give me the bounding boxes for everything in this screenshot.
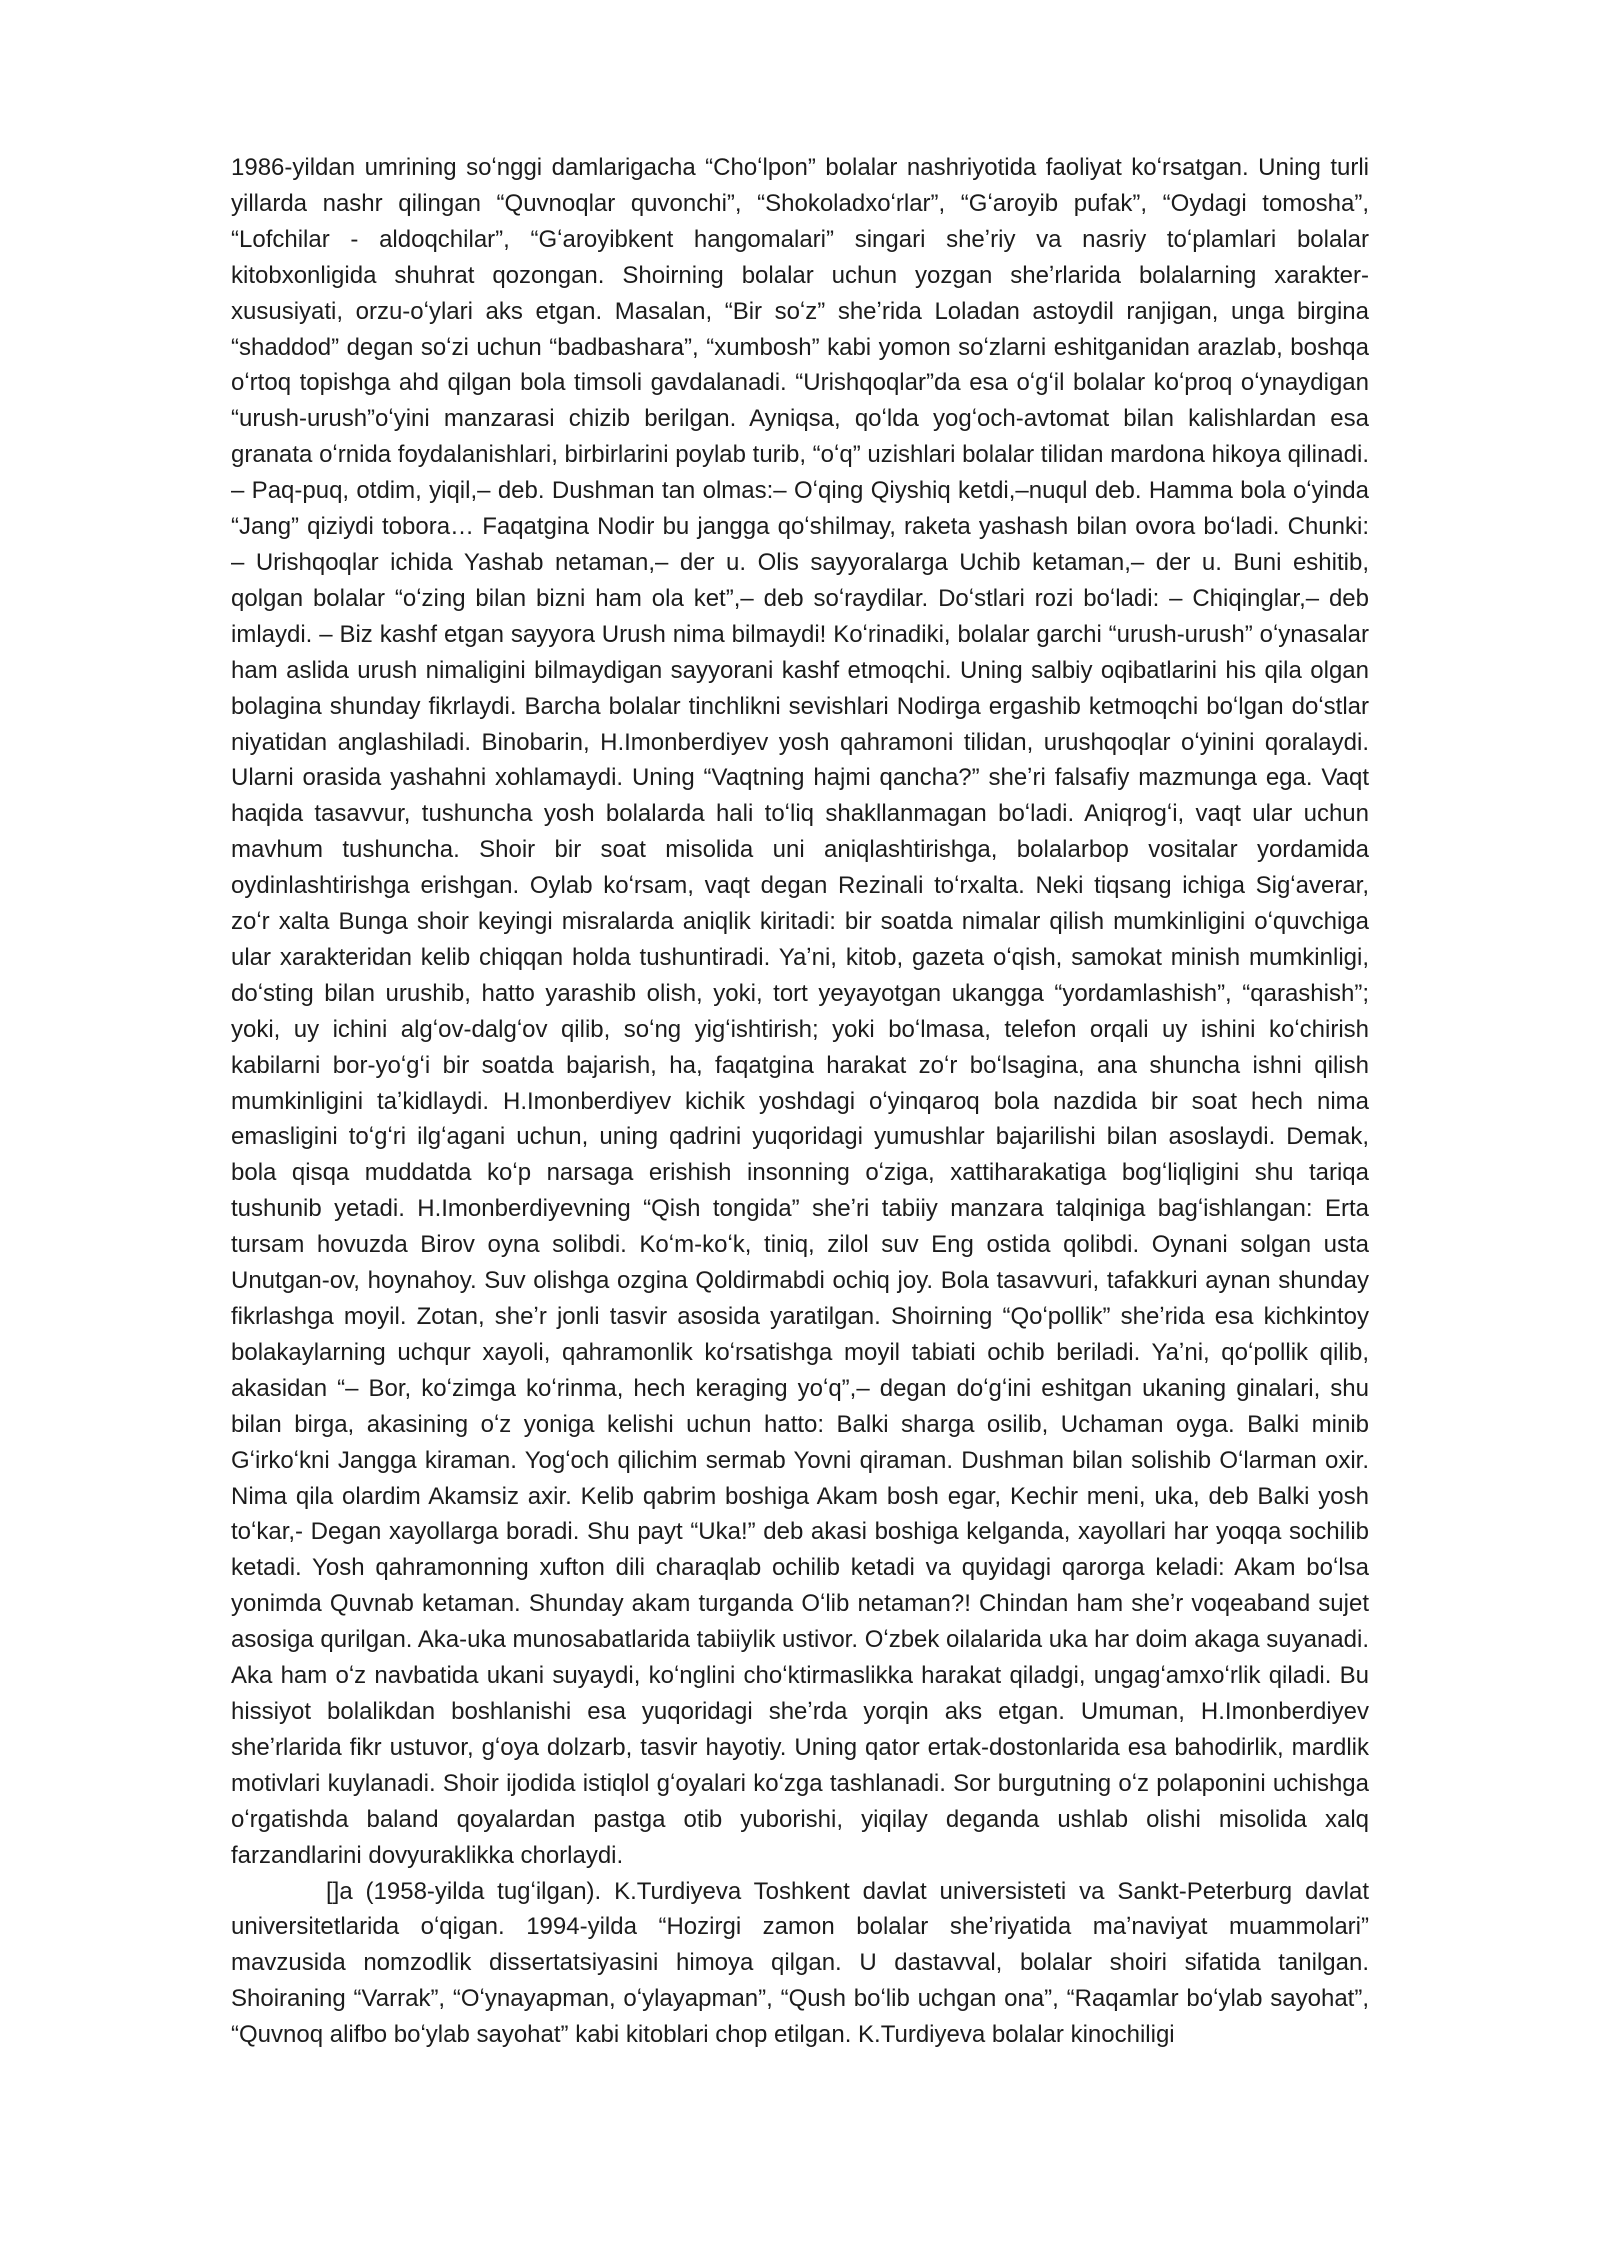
document-body (231, 150, 1369, 2053)
paragraph-turdiyeva: []a (1958-yilda tugʻilgan). K.Turdiyeva Toshkent davlat universisteti va Sankt-Peterburg davlat universitetlarida oʻqigan. 1994-yilda “Hozirgi zamon bolalar sheʼriyatida maʼnaviyat muammolari” mavzusida nomzodlik dissertatsiyasini himoya qilgan. U dastavval, bolalar shoiri sifatida tanilgan. Shoiraning “Varrak”, “Oʻynayapman, oʻylayapman”, “Qush boʻlib uchgan ona”, “Raqamlar boʻylab sayohat”, “Quvnoq alifbo boʻylab sayohat” kabi kitoblari chop etilgan. K.Turdiyeva bolalar kinochiligi (231, 1877, 1369, 2049)
paragraph-imonberdiyev: 1986-yildan umrining soʻnggi damlarigacha “Choʻlpon” bolalar nashriyotida faoliyat koʻrsatgan. Uning turli yillarda nashr qilingan “Quvnoqlar quvonchi”, “Shokoladxoʻrlar”, “Gʻaroyib pufak”, “Oydagi tomosha”, “Lofchilar - aldoqchilar”, “Gʻaroyibkent hangomalari” singari sheʼriy va nasriy toʻplamlari bolalar kitobxonligida shuhrat qozongan. Shoirning bolalar uchun yozgan sheʼrlarida bolalarning xarakter-xususiyati, orzu-oʻylari aks etgan. Masalan, “Bir soʻz” sheʼrida Loladan astoydil ranjigan, unga birgina “shaddod” degan soʻzi uchun “badbashara”, “xumbosh” kabi yomon soʻzlarni eshitganidan arazlab, boshqa oʻrtoq topishga ahd qilgan bola timsoli gavdalanadi. “Urishqoqlar”da esa oʻgʻil bolalar koʻproq oʻynaydigan “urush-urush”oʻyini manzarasi chizib berilgan. Ayniqsa, qoʻlda yogʻoch-avtomat bilan kalishlardan esa granata oʻrnida foydalanishlari, birbirlarini poylab turib, “oʻq” uzishlari bolalar tilidan mardona hikoya qilinadi. – Paq-puq, otdim, yiqil,– deb. Dushman tan olmas:– Oʻqing Qiyshiq ketdi,–nuqul deb. Hamma bola oʻyinda “Jang” qiziydi tobora… Faqatgina Nodir bu jangga qoʻshilmay, raketa yashash bilan ovora boʻladi. Chunki: – Urishqoqlar ichida Yashab netaman,– der u. Olis sayyoralarga Uchib ketaman,– der u. Buni eshitib, qolgan bolalar “oʻzing bilan bizni ham ola ket”,– deb soʻraydilar. Doʻstlari rozi boʻladi: – Chiqinglar,– deb imlaydi. – Biz kashf etgan sayyora Urush nima bilmaydi! Koʻrinadiki, bolalar garchi “urush-urush” oʻynasalar ham aslida urush nimaligini bilmaydigan sayyorani kashf etmoqchi. Uning salbiy oqibatlarini his qila olgan bolagina shunday fikrlaydi. Barcha bolalar tinchlikni sevishlari Nodirga ergashib ketmoqchi boʻlgan doʻstlar niyatidan anglashiladi. Binobarin, H.Imonberdiyev yosh qahramoni tilidan, urushqoqlar oʻyinini qoralaydi. Ularni orasida yashahni xohlamaydi. Uning “Vaqtning hajmi qancha?” sheʼri falsafiy mazmunga ega. Vaqt haqida tasavvur, tushuncha yosh bolalarda hali toʻliq shakllanmagan boʻladi. Aniqrogʻi, vaqt ular uchun mavhum tushuncha. Shoir bir soat misolida uni aniqlashtirishga, bolalarbop vositalar yordamida oydinlashtirishga erishgan. Oylab koʻrsam, vaqt degan Rezinali toʻrxalta. Neki tiqsang ichiga Sigʻaverar, zoʻr xalta Bunga shoir keyingi misralarda aniqlik kiritadi: bir soatda nimalar qilish mumkinligini oʻquvchiga ular xarakteridan kelib chiqqan holda tushuntiradi. Yaʼni, kitob, gazeta oʻqish, samokat minish mumkinligi, doʻsting bilan urushib, hatto yarashib olish, yoki, tort yeyayotgan ukangga “yordamlashish”, “qarashish”; yoki, uy ichini algʻov-dalgʻov qilib, soʻng yigʻishtirish; yoki boʻlmasa, telefon orqali uy ishini koʻchirish kabilarni bor-yoʻgʻi bir soatda bajarish, ha, faqatgina harakat zoʻr boʻlsagina, ana shuncha ishni qilish mumkinligini taʼkidlaydi. H.Imonberdiyev kichik yoshdagi oʻyinqaroq bola nazdida bir soat hech nima emasligini toʻgʻri ilgʻagani uchun, uning qadrini yuqoridagi yumushlar bajarilishi bilan asoslaydi. Demak, bola qisqa muddatda koʻp narsaga erishish insonning oʻziga, xattiharakatiga bogʻliqligini shu tariqa tushunib yetadi. H.Imonberdiyevning “Qish tongida” sheʼri tabiiy manzara talqiniga bagʻishlangan: Erta tursam hovuzda Birov oyna solibdi. Koʻm-koʻk, tiniq, zilol suv Eng ostida qolibdi. Oynani solgan usta Unutgan-ov, hoynahoy. Suv olishga ozgina Qoldirmabdi ochiq joy. Bola tasavvuri, tafakkuri aynan shunday fikrlashga moyil. Zotan, sheʼr jonli tasvir asosida yaratilgan. Shoirning “Qoʻpollik” sheʼrida esa kichkintoy bolakaylarning uchqur xayoli, qahramonlik koʻrsatishga moyil tabiati ochib beriladi. Yaʼni, qoʻpollik qilib, akasidan “– Bor, koʻzimga koʻrinma, hech keraging yoʻq”,– degan doʻgʻini eshitgan ukaning ginalari, shu bilan birga, akasining oʻz yoniga kelishi uchun hatto: Balki sharga osilib, Uchaman oyga. Balki minib Gʻirkoʻkni Jangga kiraman. Yogʻoch qilichim sermab Yovni qiraman. Dushman bilan solishib Oʻlarman oxir. Nima qila olardim Akamsiz axir. Kelib qabrim boshiga Akam bosh egar, Kechir meni, uka, deb Balki yosh toʻkar,- Degan xayollarga boradi. Shu payt “Uka!” deb akasi boshiga kelganda, xayollari har yoqqa sochilib ketadi. Yosh qahramonning xufton dili charaqlab ochilib ketadi va quyidagi qarorga keladi: Akam boʻlsa yonimda Quvnab ketaman. Shunday akam turganda Oʻlib netaman?! Chindan ham sheʼr voqeaband sujet asosiga qurilgan. Aka-uka munosabatlarida tabiiylik ustivor. Oʻzbek oilalarida uka har doim akaga suyanadi. Aka ham oʻz navbatida ukani suyaydi, koʻnglini choʻktirmaslikka harakat qiladgi, ungagʻamxoʻrlik qiladi. Bu hissiyot bolalikdan boshlanishi esa yuqoridagi sheʼrda yorqin aks etgan. Umuman, H.Imonberdiyev sheʼrlarida fikr ustuvor, gʻoya dolzarb, tasvir hayotiy. Uning qator ertak-dostonlarida esa bahodirlik, mardlik motivlari kuylanadi. Shoir ijodida istiqlol gʻoyalari koʻzga tashlanadi. Sor burgutning oʻz polaponini uchishga oʻrgatishda baland qoyalardan pastga otib yuborishi, yiqilay deganda ushlab olishi misolida xalq farzandlarini dovyuraklikka chorlaydi. (231, 154, 1369, 1869)
